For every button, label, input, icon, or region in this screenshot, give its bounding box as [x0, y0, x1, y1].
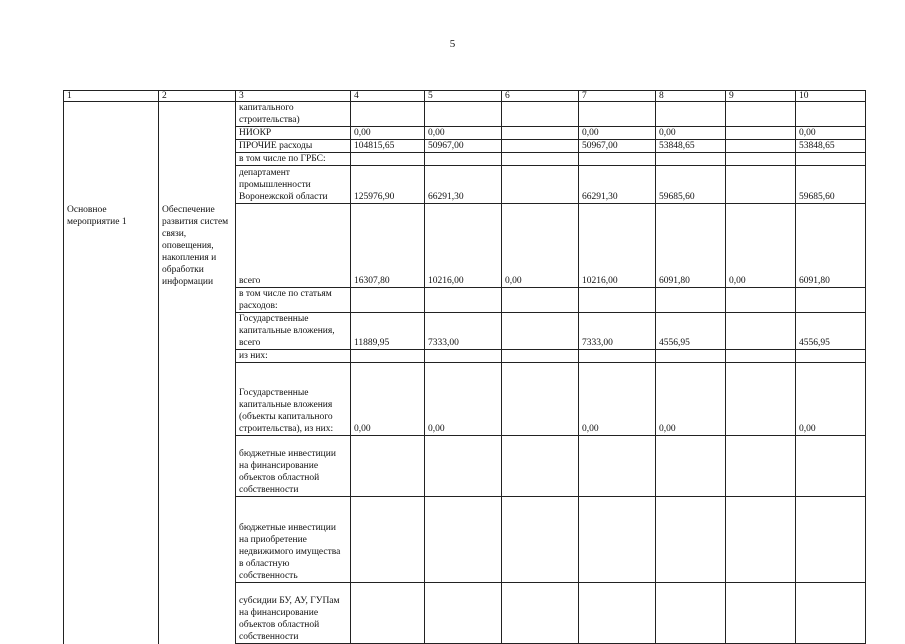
- event-title-cell: [159, 436, 236, 497]
- value-cell: [502, 166, 579, 204]
- value-cell: 59685,60: [796, 166, 866, 204]
- table-row: [64, 153, 866, 166]
- value-cell: [351, 583, 425, 644]
- event-name-cell: [64, 497, 159, 583]
- value-cell: [502, 127, 579, 140]
- value-cell: [425, 102, 502, 127]
- value-cell: [502, 153, 579, 166]
- value-cell: 50967,00: [425, 140, 502, 153]
- event-title-cell: Обеспечение развития систем связи, оповещения, накопления и обработки информации: [159, 204, 236, 288]
- value-cell: [579, 350, 656, 363]
- expense-item-cell: Государственные капитальные вложения (объекты капитального строительства), из них:: [236, 363, 351, 436]
- value-cell: 0,00: [796, 127, 866, 140]
- event-title-cell: [159, 363, 236, 436]
- value-cell: [351, 102, 425, 127]
- value-cell: [796, 436, 866, 497]
- value-cell: 0,00: [796, 363, 866, 436]
- table-row: [64, 140, 866, 153]
- value-cell: [796, 288, 866, 313]
- value-cell: [502, 288, 579, 313]
- value-cell: [656, 436, 726, 497]
- table-row: [64, 313, 866, 350]
- value-cell: [796, 153, 866, 166]
- event-name-cell: [64, 102, 159, 127]
- value-cell: 104815,65: [351, 140, 425, 153]
- value-cell: [656, 350, 726, 363]
- event-name-cell: [64, 363, 159, 436]
- event-title-cell: [159, 288, 236, 313]
- event-title-cell: [159, 153, 236, 166]
- value-cell: [502, 102, 579, 127]
- column-header: 1: [64, 91, 159, 102]
- value-cell: [726, 313, 796, 350]
- value-cell: [726, 102, 796, 127]
- expense-item-cell: НИОКР: [236, 127, 351, 140]
- value-cell: [425, 497, 502, 583]
- event-name-cell: [64, 313, 159, 350]
- event-title-cell: [159, 313, 236, 350]
- value-cell: 0,00: [579, 363, 656, 436]
- table-row: [64, 204, 866, 288]
- expense-item-cell: департамент промышленности Воронежской области: [236, 166, 351, 204]
- value-cell: [726, 288, 796, 313]
- budget-table: [63, 90, 866, 644]
- value-cell: [502, 363, 579, 436]
- event-name-cell: [64, 436, 159, 497]
- column-header: 2: [159, 91, 236, 102]
- value-cell: [726, 497, 796, 583]
- value-cell: [656, 102, 726, 127]
- value-cell: 50967,00: [579, 140, 656, 153]
- column-header: 8: [656, 91, 726, 102]
- event-title-cell: [159, 166, 236, 204]
- value-cell: 53848,65: [796, 140, 866, 153]
- value-cell: [796, 583, 866, 644]
- table-row: [64, 288, 866, 313]
- expense-item-cell: Государственные капитальные вложения, всего: [236, 313, 351, 350]
- value-cell: [726, 153, 796, 166]
- value-cell: 0,00: [656, 363, 726, 436]
- event-name-cell: [64, 288, 159, 313]
- value-cell: [502, 583, 579, 644]
- event-name-cell: [64, 127, 159, 140]
- value-cell: 6091,80: [796, 204, 866, 288]
- event-title-cell: [159, 583, 236, 644]
- value-cell: 0,00: [502, 204, 579, 288]
- event-title-cell: [159, 140, 236, 153]
- event-name-cell: Основное мероприятие 1: [64, 204, 159, 288]
- value-cell: [579, 153, 656, 166]
- column-header: 7: [579, 91, 656, 102]
- column-header: 9: [726, 91, 796, 102]
- expense-item-cell: субсидии БУ, АУ, ГУПам на финансирование объектов областной собственности: [236, 583, 351, 644]
- value-cell: [656, 497, 726, 583]
- value-cell: [579, 288, 656, 313]
- value-cell: 11889,95: [351, 313, 425, 350]
- table-row: [64, 350, 866, 363]
- value-cell: [579, 436, 656, 497]
- value-cell: [351, 350, 425, 363]
- value-cell: [726, 350, 796, 363]
- value-cell: 125976,90: [351, 166, 425, 204]
- table-row: [64, 102, 866, 127]
- value-cell: 66291,30: [425, 166, 502, 204]
- table-row: [64, 166, 866, 204]
- value-cell: [425, 153, 502, 166]
- value-cell: 0,00: [425, 127, 502, 140]
- value-cell: 59685,60: [656, 166, 726, 204]
- table-row: [64, 127, 866, 140]
- page-number: 5: [449, 38, 456, 50]
- value-cell: 16307,80: [351, 204, 425, 288]
- value-cell: [351, 497, 425, 583]
- value-cell: [726, 363, 796, 436]
- value-cell: 10216,00: [579, 204, 656, 288]
- header-row: [64, 91, 866, 102]
- event-title-cell: [159, 497, 236, 583]
- expense-item-cell: из них:: [236, 350, 351, 363]
- column-header: 10: [796, 91, 866, 102]
- expense-item-cell: бюджетные инвестиции на финансирование объектов областной собственности: [236, 436, 351, 497]
- expense-item-cell: всего: [236, 204, 351, 288]
- table-row: [64, 363, 866, 436]
- table-row: [64, 583, 866, 644]
- value-cell: [726, 140, 796, 153]
- value-cell: 7333,00: [579, 313, 656, 350]
- column-header: 5: [425, 91, 502, 102]
- value-cell: [502, 436, 579, 497]
- value-cell: [656, 153, 726, 166]
- value-cell: [425, 288, 502, 313]
- value-cell: 0,00: [579, 127, 656, 140]
- event-name-cell: [64, 140, 159, 153]
- value-cell: [579, 102, 656, 127]
- value-cell: [579, 583, 656, 644]
- value-cell: 7333,00: [425, 313, 502, 350]
- value-cell: 6091,80: [656, 204, 726, 288]
- event-name-cell: [64, 350, 159, 363]
- value-cell: 0,00: [656, 127, 726, 140]
- value-cell: 4556,95: [656, 313, 726, 350]
- value-cell: 0,00: [351, 127, 425, 140]
- value-cell: [726, 166, 796, 204]
- column-header: 3: [236, 91, 351, 102]
- value-cell: 0,00: [726, 204, 796, 288]
- value-cell: 53848,65: [656, 140, 726, 153]
- value-cell: [351, 153, 425, 166]
- value-cell: [796, 350, 866, 363]
- event-name-cell: [64, 153, 159, 166]
- value-cell: [656, 583, 726, 644]
- value-cell: [351, 436, 425, 497]
- expense-item-cell: ПРОЧИЕ расходы: [236, 140, 351, 153]
- value-cell: [502, 140, 579, 153]
- value-cell: [351, 288, 425, 313]
- column-header: 6: [502, 91, 579, 102]
- value-cell: [425, 350, 502, 363]
- value-cell: [796, 497, 866, 583]
- value-cell: [579, 497, 656, 583]
- value-cell: 0,00: [425, 363, 502, 436]
- value-cell: [502, 350, 579, 363]
- event-name-cell: [64, 166, 159, 204]
- value-cell: [796, 102, 866, 127]
- expense-item-cell: капитального строительства): [236, 102, 351, 127]
- event-title-cell: [159, 102, 236, 127]
- value-cell: 66291,30: [579, 166, 656, 204]
- expense-item-cell: в том числе по ГРБС:: [236, 153, 351, 166]
- value-cell: [425, 436, 502, 497]
- value-cell: [726, 436, 796, 497]
- table-row: [64, 497, 866, 583]
- value-cell: 0,00: [351, 363, 425, 436]
- value-cell: [726, 583, 796, 644]
- event-title-cell: [159, 127, 236, 140]
- expense-item-cell: в том числе по статьям расходов:: [236, 288, 351, 313]
- event-name-cell: [64, 583, 159, 644]
- value-cell: [502, 497, 579, 583]
- value-cell: 4556,95: [796, 313, 866, 350]
- table-row: [64, 436, 866, 497]
- value-cell: [502, 313, 579, 350]
- column-header: 4: [351, 91, 425, 102]
- value-cell: [726, 127, 796, 140]
- event-title-cell: [159, 350, 236, 363]
- value-cell: 10216,00: [425, 204, 502, 288]
- value-cell: [656, 288, 726, 313]
- value-cell: [425, 583, 502, 644]
- expense-item-cell: бюджетные инвестиции на приобретение недвижимого имущества в областную собственность: [236, 497, 351, 583]
